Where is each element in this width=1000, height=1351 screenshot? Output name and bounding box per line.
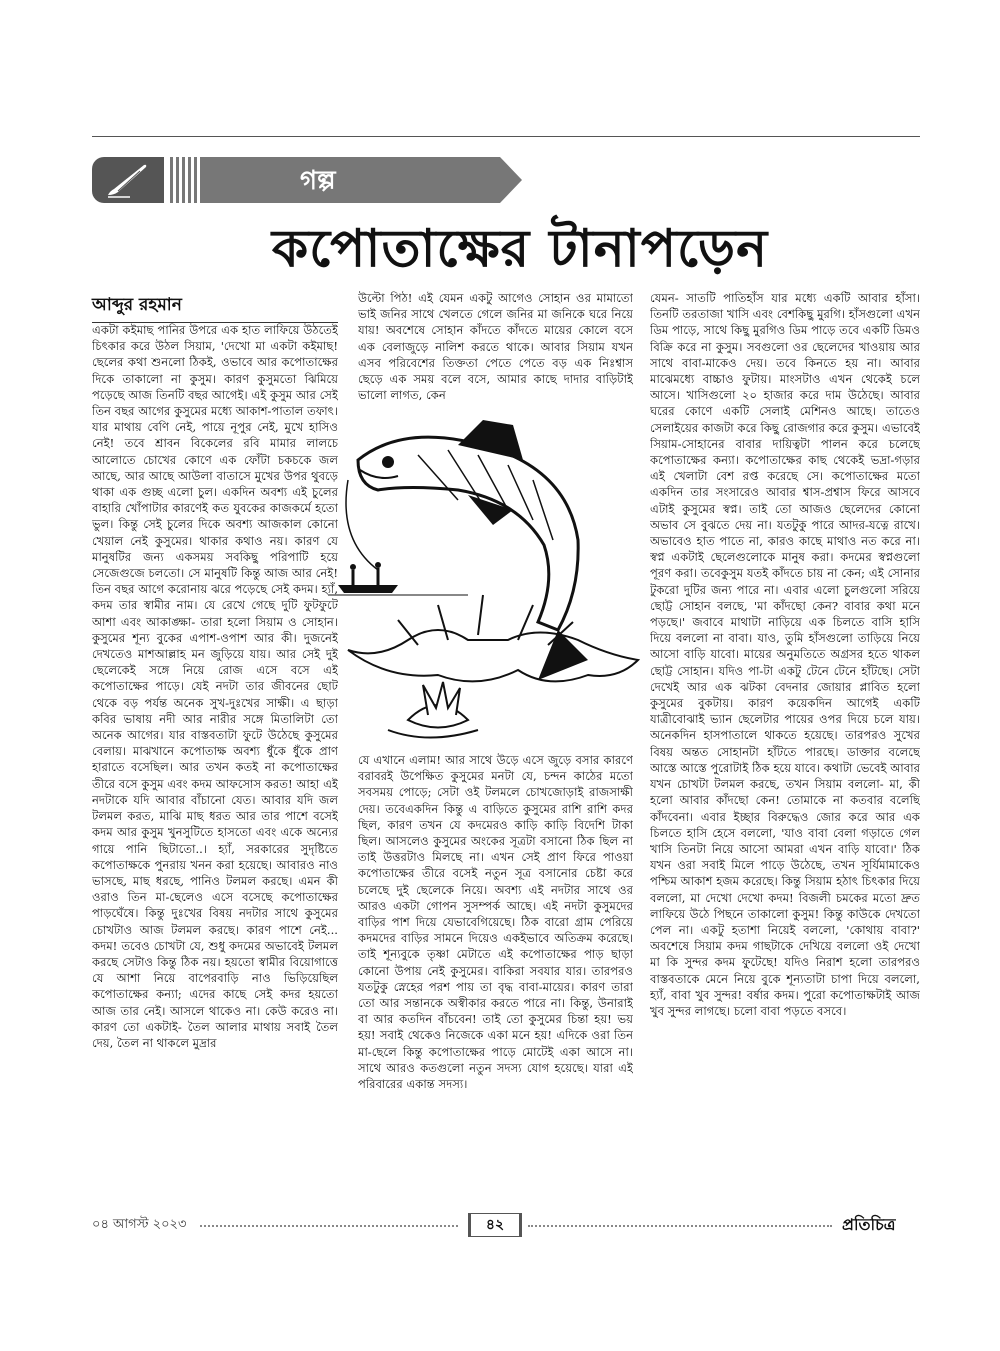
quill-pen-icon xyxy=(104,161,150,199)
banner-tip xyxy=(500,157,522,203)
article-text: একটা কইমাছ পানির উপরে এক হাত লাফিয়ে উঠতেই চিৎকার করে উঠল সিয়াম, 'দেখো মা একটা কইমাছ! ছেলের কথা শুনলো ঠিকই, ওভাবে আর কপোতাক্ষের দিকে তাকালো না কুসুম। কারণ কুসুমতো ঝিমিয়ে পড়েছে আজ তিনটি বছর আগেই। এই কুসুম আর সেই তিন বছর আগের কুসুমের মধ্যে আকাশ-পাতাল তফাৎ। যার মাথায় বেণি নেই, পায়ে নূপুর নেই, মুখে হাসিও নেই! তবে শ্রাবন বিকেলের রবি মামার লালচে আলোতে চোখের কোণে এক ফোঁটা চকচকে জল আছে, আর আছে আউলা বাতাসে মুখের উপর থুবড়ে থাকা এক গুচ্ছ এলো চুল। একদিন অবশ্য এই চুলের বাহারি খোঁপাটার কারণেই কত যুবকের কাজকর্মে হতো ভুল। কিন্তু সেই চুলের দিকে অবশ্য আজকাল কোনো খেয়াল নেই কুসুমের। থাকার কথাও নয়। কারণ যে মানুষটির জন্য একসময় সবকিছু পরিপাটি হয়ে সেজেগুজে চলতো। সে মানুষটি কিন্তু আজ আর নেই! তিন বছর আগে করোনায় ঝরে পড়েছে সেই কদম। হ্যাঁ, কদম তার স্বামীর নাম। যে রেখে গেছে দুটি ফুটফুটে আশা এবং আকাঙ্ক্ষা- তারা হলো সিয়াম ও সোহান। কুসুমের শূন্য বুকের এপাশ-ওপাশ আর কী। দুজনেই দেখতেও মাশআল্লাহ মন জুড়িয়ে যায়। আর সেই দুই ছেলেকেই সঙ্গে নিয়ে রোজ এসে বসে এই কপোতাক্ষের পাড়ে। যেই নদটা তার জীবনের ছোট থেকে বড় পর্যন্ত অনেক সুখ-দুঃখের সাক্ষী। এ ছাড়া কবির ভাষায় নদী আর নারীর সঙ্গে মিতালিটা তো অনেক আগের। যার বাস্তবতাটা ফুটে উঠেছে কুসুমের বেলায়। মাঝখানে কপোতাক্ষ অবশ্য ধুঁকে ধুঁকে প্রাণ হারাতে বসেছিল। আর তখন কতই না কপোতাক্ষের তীরে বসে কুসুম এবং কদম আফসোস করত! আহা এই নদটাকে যদি আবার বাঁচানো যেত। আবার যদি জল টলমল করত, মাঝি মাছ ধরত আর তার পাশে বসেই কদম আর কুসুম খুনসুটিতে হাসতো এবং একে অন্যের গায়ে পানি ছিটাতো..। হ্যাঁ, সরকারের সুদৃষ্টিতে কপোতাক্ষকে পুনরায় খনন করা হয়েছে। আবারও নাও ভাসছে, মাছ ধরছে, পানিও টলমল করছে। এমন কী ওরাও তিন মা-ছেলেও এসে বসেছে কপোতাক্ষের পাড়ঘেঁষে। কিন্তু দুঃখের বিষয় নদটার সাথে কুসুমের চোখটাও আজ টলমল করছে। কারণ পাশে নেই... কদম! তবেও চোখটা যে, শুধু কদমের অভাবেই টলমল করছে সেটাও কিন্তু ঠিক নয়। হয়তো স্বামীর বিয়োগাত্তে যে আশা নিয়ে বাপেরবাড়ি নাও ভিড়িয়েছিল কপোতাক্ষের কন্যা; এদের কাছে সেই কদর হয়তো আজ তার নেই। আসলে থাকেও না। কেউ করেও না। কারণ তো একটাই- তৈল আলার মাথায় সবাই তৈল দেয়, তৈল না থাকলে মুদ্রার xyxy=(92,323,338,1050)
article-column-1 xyxy=(92,322,338,1194)
author-name: আব্দুর রহমান xyxy=(92,292,338,323)
magazine-name: প্রতিচিত্র xyxy=(842,1215,896,1234)
story-title: কপোতাক্ষের টানাপড়েন xyxy=(271,219,769,279)
article-column-3 xyxy=(650,290,920,1190)
footer-dotted-rule-right xyxy=(528,1225,832,1227)
banner-stripes xyxy=(170,157,198,203)
fish-illustration xyxy=(318,390,648,750)
issue-date: ০৪ আগস্ট ২০২৩ xyxy=(92,1217,187,1232)
footer-dotted-rule-left xyxy=(200,1225,458,1227)
article-text: যে এখানে এলাম! আর সাথে উড়ে এসে জুড়ে বসার কারণে বরাবরই উপেক্ষিত কুসুমের মনটা যে, চন্দন কাঠের মতো সবসময় পোড়ে; সেটা ওই টলমলে চোখজোড়াই রাজসাক্ষী দেয়। তবেএকদিন কিন্তু এ বাড়িতে কুসুমের রাশি রাশি কদর ছিল, কারণ তখন যে কদমেরও কাড়ি কাড়ি বিদেশি টাকা ছিল। আসলেও কুসুমের অংকের সূত্রটা বসানো ঠিক ছিল না তাই উত্তরটাও মিলছে না। এখন সেই প্রাণ ফিরে পাওয়া কপোতাক্ষের তীরে বসেই নতুন সূত্র বসানোর চেষ্টা করে চলেছে দুই ছেলেকে নিয়ে। অবশ্য এই নদটার সাথে ওর আরও একটা গোপন সুসম্পর্ক আছে। এই নদটা কুসুমদের বাড়ির পাশ দিয়ে যেভাবেগিয়েছে। ঠিক বারো গ্রাম পেরিয়ে কদমদের বাড়ির সামনে দিয়েও একইভাবে অতিক্রম করেছে। তাই শূন্যবুকে তৃষ্ণা মেটাতে এই কপোতাক্ষের পাড় ছাড়া কোনো উপায় নেই কুসুমের। বাকিরা সবযার যার। তারপরও যতটুকু স্নেহের পরশ পায় তা বৃদ্ধ বাবা-মায়ের। কারণ তারা তো আর সন্তানকে অস্বীকার করতে পারে না। কিন্তু, উনারাই বা আর কতদিন বাঁচবেন! তাই তো কুসুমের চিন্তা হয়! ভয় হয়! সবাই থেকেও নিজেকে একা মনে হয়! এদিকে ওরা তিন মা-ছেলে কিন্তু কপোতাক্ষের পাড়ে মোটেই একা আসে না। সাথে আরও কতগুলো নতুন সদস্য যোগ হয়েছে। যারা এই পরিবারের একান্ত সদস্য। xyxy=(358,753,633,1092)
article-text: উল্টো পিঠ! এই যেমন একটু আগেও সোহান ওর মামাতো ভাই জনির সাথে খেলতে গেলে জনির মা জনিকে ঘরে নিয়ে যায়! অবশেষে সোহান কাঁদতে কাঁদতে মায়ের কোলে বসে এক বেলাজুড়ে নালিশ করতে থাকে। আবার সিয়াম যখন এসব পরিবেশের তিক্ততা পেতে পেতে বড় এক নিঃশ্বাস ছেড়ে এক সময় বলে বসে, আমার কাছে দাদার বাড়িটাই ভালো লাগত, কেন xyxy=(358,291,633,403)
article-column-2-bottom xyxy=(358,752,633,1192)
banner-cap xyxy=(92,157,164,203)
section-label: গল্প xyxy=(300,166,336,196)
banner-bar xyxy=(200,157,500,203)
page-number: ৪২ xyxy=(468,1213,522,1237)
article-text: যেমন- সাতটি পাতিহাঁস যার মধ্যে একটি আবার হাঁসা। তিনটি তরতাজা খাসি এবং বেশকিছু মুরগি। হাঁসগুলো এখন ডিম পাড়ে, সাথে কিছু মুরগিও ডিম পাড়ে তবে একটি ডিমও বিক্রি করে না কুসুম। সবগুলো ওর ছেলেদের খাওয়ায় আর সাথে বাবা-মাকেও দেয়। তবে কিনতে হয় না। আবার মাঝেমধ্যে বাচ্চাও ফুটায়। মাংসটাও এখন থেকেই চলে আসে। খাসিগুলো ২০ হাজার করে দাম উঠেছে। আবার ঘরের কোণে একটি সেলাই মেশিনও আছে। তাতেও সেলাইয়ের কাজটা করে কিছু রোজগার করে কুসুম। এভাবেই সিয়াম-সোহানের বাবার দায়িত্বটা পালন করে চলেছে কপোতাক্ষের কন্যা। কপোতাক্ষের কাছ থেকেই ভদ্রা-গড়ার এই খেলাটা বেশ রপ্ত করেছে সে। কপোতাক্ষের মতো একদিন তার সংসারেও আবার শ্বাস-প্রশ্বাস ফিরে আসবে এটাই কুসুমের স্বপ্ন। তাই তো আজও ছেলেদের কোনো অভাব সে বুঝতে দেয় না। যতটুকু পারে আদর-যত্নে রাখে। অভাবেও হাত পাতে না, কারও কাছে মাথাও নত করে না। স্বপ্ন একটাই ছেলেগুলোকে মানুষ করা। কদমের স্বপ্নগুলো পূরণ করা। তবেকুসুম যতই কাঁদতে চায় না কেন; এই সোনার টুকরো দুটির জন্য পারে না। এবার এলো চুলগুলো সরিয়ে ছোট্ট সোহান বলছে, 'মা কাঁদছো কেন? বাবার কথা মনে পড়ছে।' জবাবে মাথাটা নাড়িয়ে এক চিলতে বাসি হাসি দিয়ে বললো না বাবা। যাও, তুমি হাঁসগুলো তাড়িয়ে নিয়ে আসো বাড়ি যাবো। মায়ের অনুমতিতে অগ্রসর হতে থাকল ছোট্ট সোহান। যদিও পা-টা একটু টেনে টেনে হাঁটছে। সেটা দেখেই আর এক ঝটকা বেদনার জোয়ার প্লাবিত হলো কুসুমের বুকটায়। কারণ কয়েকদিন আগেই একটি যাত্রীবোঝাই ভ্যান ছেলেটার পায়ের ওপর দিয়ে চলে যায়। অনেকদিন হাসপাতালে থাকতে হয়েছে। তারপরও সুখের বিষয় অন্তত সোহানটা হাঁটতে পারছে। ডাক্তার বলেছে আস্তে আস্তে পুরোটাই ঠিক হয়ে যাবে। কথাটা ভেবেই আবার যখন চোখটা টলমল করছে, তখন সিয়াম বললো- মা, কী হলো আবার কাঁদছো কেন! তোমাকে না কতবার বলেছি কাঁদবেনা। এবার ইচ্ছার বিরুদ্ধেও জোর করে আর এক চিলতে হাসি হেসে বললো, 'যাও বাবা বেলা গড়াতে গেল খাসি তিনটা নিয়ে আসো আমরা এখন বাড়ি যাবো।' ঠিক যখন ওরা সবাই মিলে পাড়ে উঠেছে, তখন সূর্যিমামাকেও পশ্চিম আকাশ হজম করেছে। কিন্তু সিয়াম হঠাৎ চিৎকার দিয়ে বললো, মা দেখো দেখো কদম! বিজলী চমকের মতো দ্রুত লাফিয়ে উঠে পিছনে তাকালো কুসুম! কিন্তু কাউকে দেখতো পেল না। একটু হতাশা নিয়েই বললো, 'কোথায় বাবা?' অবশেষে সিয়াম কদম গাছটাকে দেখিয়ে বললো ওই দেখো মা কি সুন্দর কদম ফুটেছে! যদিও নিরাশ হলো তারপরও বাস্তবতাকে মেনে নিয়ে বুকে শূন্যতাটা চাপা দিয়ে বললো, হ্যাঁ, বাবা খুব সুন্দর! বর্ষার কদম। পুরো কপোতাক্ষটাই আজ খুব সুন্দর লাগছে। চলো বাবা পড়তে বসবে। xyxy=(650,291,920,1018)
top-rule xyxy=(92,136,920,137)
